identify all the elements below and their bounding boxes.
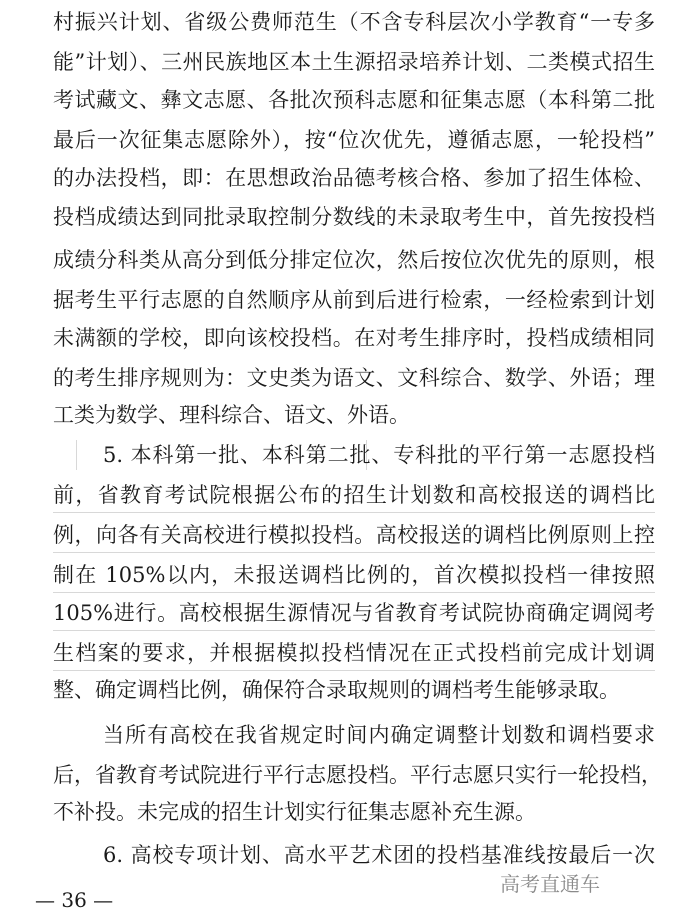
text-line: 成绩分科类从高分到低分排定位次，然后按位次优先的原则，根 bbox=[53, 248, 655, 272]
text-line: 生档案的要求，并根据模拟投档情况在正式投档前完成计划调 bbox=[53, 635, 655, 671]
text-line: 后，省教育考试院进行平行志愿投档。平行志愿只实行一轮投档， bbox=[53, 763, 662, 787]
text-line: 能”计划）、三州民族地区本土生源招录培养计划、二类模式招生 bbox=[53, 50, 655, 74]
text-line: 整、确定调档比例，确保符合录取规则的调档考生能够录取。 bbox=[53, 678, 620, 702]
text-line: 村振兴计划、省级公费师范生（不含专科层次小学教育“一专多 bbox=[53, 10, 655, 34]
page-number: — 36 — bbox=[35, 888, 114, 912]
text-line: 的考生排序规则为：文史类为语文、文科综合、数学、外语；理 bbox=[53, 366, 655, 390]
text-line: 据考生平行志愿的自然顺序从前到后进行检索，一经检索到计划 bbox=[53, 288, 655, 312]
paragraph-6-heading-line: 6. 高校专项计划、高水平艺术团的投档基准线按最后一次 bbox=[103, 843, 655, 867]
text-line: 不补投。未完成的招生计划实行征集志愿补充生源。 bbox=[53, 800, 536, 824]
text-line: 制在 105%以内，未报送调档比例的，首次模拟投档一律按照 bbox=[53, 557, 655, 593]
text-line: 前，省教育考试院根据公布的招生计划数和高校报送的调档比 bbox=[53, 477, 655, 513]
text-line: 的办法投档，即：在思想政治品德考核合格、参加了招生体检、 bbox=[53, 166, 655, 190]
table-border bbox=[76, 440, 77, 470]
text-line: 工类为数学、理科综合、语文、外语。 bbox=[53, 403, 410, 427]
text-line: 投档成绩达到同批录取控制分数线的未录取考生中，首先按投档 bbox=[53, 205, 655, 229]
text-line: 105%进行。高校根据生源情况与省教育考试院协商确定调阅考 bbox=[53, 595, 655, 631]
text-line: 最后一次征集志愿除外），按“位次优先，遵循志愿，一轮投档” bbox=[53, 128, 655, 152]
text-line: 未满额的学校，即向该校投档。在对考生排序时，投档成绩相同 bbox=[53, 326, 655, 350]
text-line: 考试藏文、彝文志愿、各批次预科志愿和征集志愿（本科第二批 bbox=[53, 88, 655, 112]
text-line: 当所有高校在我省规定时间内确定调整计划数和调档要求 bbox=[103, 723, 655, 747]
text-line: 例，向各有关高校进行模拟投档。高校报送的调档比例原则上控 bbox=[53, 517, 655, 553]
watermark: 高考直通车 bbox=[500, 872, 600, 896]
paragraph-5-heading-line: 5. 本科第一批、本科第二批、专科批的平行第一志愿投档 bbox=[103, 443, 655, 467]
